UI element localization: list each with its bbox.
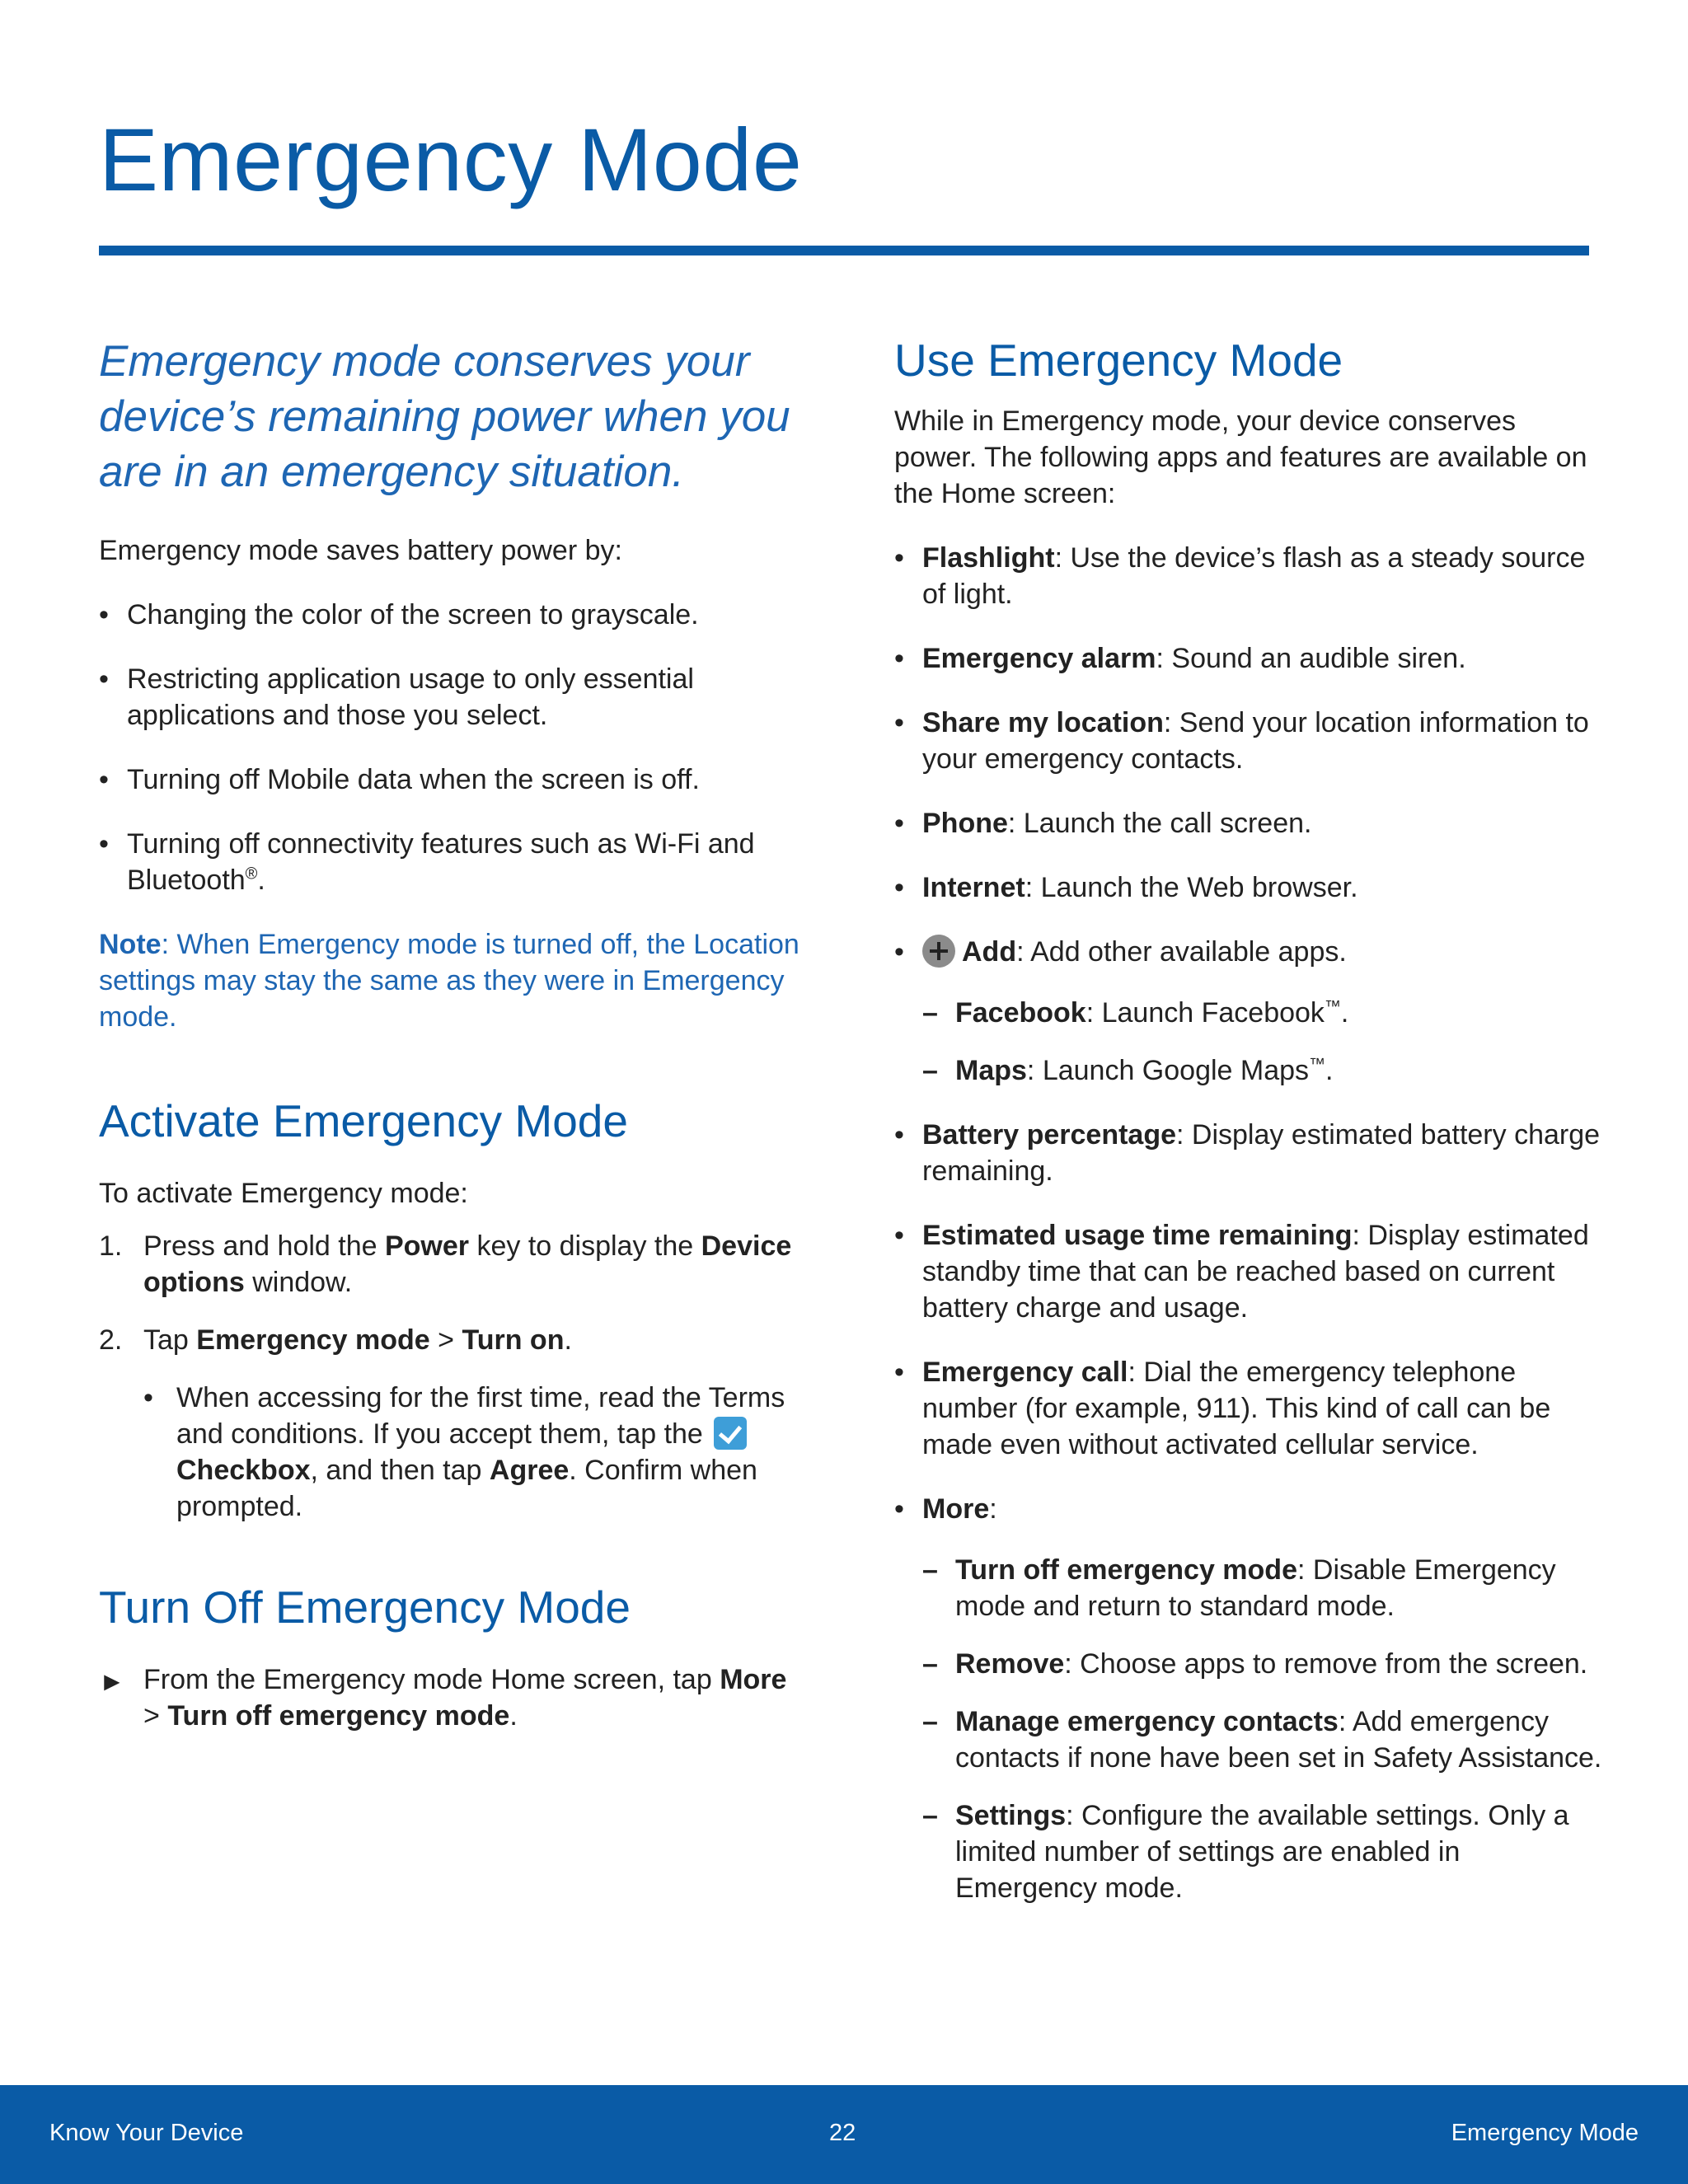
feature-text: : Send your location information to your emergency contacts. (922, 707, 1589, 775)
instruction-text: . (509, 1700, 518, 1732)
saves-lead: Emergency mode saves battery power by: (99, 535, 622, 566)
turnoff-instruction (99, 1661, 808, 1734)
add-sub-list (922, 995, 1603, 1089)
step-number: 1. (99, 1230, 123, 1262)
turn-off-label: Turn off emergency mode (167, 1700, 510, 1732)
arrow-icon: ► (99, 1666, 125, 1696)
list-item-period: . (257, 865, 265, 896)
power-key-label: Power (384, 1230, 470, 1262)
feature-item-share-location (894, 705, 1603, 777)
turnoff-heading: Turn Off Emergency Mode (99, 1582, 631, 1633)
note-text: : When Emergency mode is turned off, the Location settings may stay the same as they were in Emergency mode. (99, 929, 799, 1033)
add-plus-icon (922, 935, 955, 968)
feature-item-flashlight (894, 540, 1603, 612)
feature-item-internet (894, 869, 1603, 906)
feature-text: : (989, 1493, 997, 1525)
left-column (99, 334, 808, 1734)
feature-item-add (894, 934, 1603, 1089)
separator: > (429, 1324, 462, 1356)
footer-section-title: Know Your Device (49, 2120, 244, 2146)
more-sub-list (922, 1552, 1603, 1906)
feature-text: : Launch the call screen. (1007, 808, 1312, 839)
use-heading: Use Emergency Mode (894, 335, 1343, 386)
sub-text: . (1325, 1055, 1334, 1086)
sub-text: . Confirm when prompted. (176, 1455, 757, 1522)
feature-text: : Use the device’s flash as a steady source of light. (922, 542, 1586, 610)
feature-label: Phone (922, 808, 1008, 839)
feature-label: Emergency alarm (922, 643, 1156, 674)
feature-item-phone (894, 805, 1603, 841)
trademark-mark: ™ (1324, 997, 1341, 1016)
features-list (894, 540, 1603, 1906)
list-item (99, 826, 808, 898)
sub-item (143, 1380, 808, 1525)
feature-label: More (922, 1493, 990, 1525)
page-title: Emergency Mode (99, 110, 803, 209)
sub-label: Remove (955, 1648, 1065, 1680)
step-text: Tap (143, 1324, 197, 1356)
intro-text: Emergency mode conserves your device’s remaining power when you are in an emergency situation. (99, 337, 790, 496)
feature-text: : Display estimated standby time that can be reached based on current battery charge and usage. (922, 1220, 1589, 1324)
list-item: • Restricting application usage to only essential applications and those you select. (99, 661, 808, 733)
feature-text: : Dial the emergency telephone number (for example, 911). This kind of call can be made even without activated cellular service. (922, 1357, 1551, 1460)
sub-label: Settings (955, 1800, 1067, 1831)
title-rule (99, 246, 1589, 255)
sub-item-settings (922, 1797, 1603, 1906)
device-options-label: Device options (143, 1230, 792, 1298)
agree-label: Agree (489, 1455, 570, 1486)
sub-item-maps (922, 1052, 1603, 1089)
sub-label: Turn off emergency mode (955, 1554, 1297, 1586)
activate-heading: Activate Emergency Mode (99, 1095, 628, 1146)
right-column (894, 334, 1603, 1934)
emergency-mode-label: Emergency mode (196, 1324, 430, 1356)
sub-text: : Add emergency contacts if none have been set in Safety Assistance. (955, 1706, 1602, 1774)
sub-item-turn-off (922, 1552, 1603, 1624)
step-text: . (564, 1324, 572, 1356)
sub-item-facebook (922, 995, 1603, 1031)
turn-on-label: Turn on (462, 1324, 565, 1356)
sub-text: , and then tap (310, 1455, 490, 1486)
list-item: • Changing the color of the screen to grayscale. (99, 597, 808, 633)
feature-label: Share my location (922, 707, 1164, 738)
checkbox-icon (714, 1417, 747, 1450)
step-2-sub (143, 1380, 808, 1525)
step-text: window. (244, 1267, 353, 1298)
sub-label: Facebook (955, 997, 1086, 1029)
list-item-text: Turning off connectivity features such as Wi-Fi and Bluetooth (127, 828, 755, 896)
sub-text: When accessing for the first time, read the Terms and conditions. If you accept them, tap the (176, 1382, 785, 1450)
feature-label: Add (962, 936, 1017, 968)
feature-label: Internet (922, 872, 1025, 903)
feature-item-more (894, 1491, 1603, 1906)
sub-text: : Configure the available settings. Only a limited number of settings are enabled in Emergency mode. (955, 1800, 1569, 1904)
feature-item-emergency-call (894, 1354, 1603, 1463)
instruction-text: From the Emergency mode Home screen, tap (143, 1664, 720, 1695)
feature-label: Flashlight (922, 542, 1055, 574)
feature-item-usage-time (894, 1217, 1603, 1326)
registered-mark: ® (245, 865, 258, 883)
checkbox-label: Checkbox (176, 1455, 311, 1486)
trademark-mark: ™ (1309, 1055, 1326, 1074)
sub-text: : Launch Facebook (1085, 997, 1325, 1029)
feature-label: Emergency call (922, 1357, 1128, 1388)
step-text: key to display the (469, 1230, 701, 1262)
note-label: Note (99, 929, 162, 960)
sub-item-manage-contacts (922, 1704, 1603, 1776)
separator: > (143, 1700, 168, 1732)
sub-item-remove (922, 1646, 1603, 1682)
activate-steps (99, 1228, 808, 1525)
feature-item-battery-percentage (894, 1117, 1603, 1189)
feature-label: Estimated usage time remaining (922, 1220, 1353, 1251)
footer-page-number: 22 (829, 2120, 856, 2146)
feature-text: : Launch the Web browser. (1025, 872, 1358, 903)
list-item: • Turning off Mobile data when the screen is off. (99, 762, 808, 798)
sub-text: . (1340, 997, 1349, 1029)
feature-text: : Add other available apps. (1016, 936, 1347, 968)
step-1 (99, 1228, 808, 1301)
sub-label: Manage emergency contacts (955, 1706, 1339, 1737)
more-label: More (720, 1664, 787, 1695)
page-footer (0, 2085, 1688, 2184)
feature-label: Battery percentage (922, 1119, 1177, 1151)
feature-text: : Sound an audible siren. (1156, 643, 1466, 674)
footer-chapter-title: Emergency Mode (1451, 2120, 1639, 2146)
step-text: Press and hold the (143, 1230, 385, 1262)
step-number: 2. (99, 1324, 123, 1356)
activate-lead: To activate Emergency mode: (99, 1178, 468, 1209)
sub-text: : Choose apps to remove from the screen. (1064, 1648, 1588, 1680)
sub-label: Maps (955, 1055, 1027, 1086)
note (99, 926, 808, 1035)
saves-list (99, 597, 808, 898)
use-lead: While in Emergency mode, your device conserves power. The following apps and features are available on the Home screen: (894, 405, 1587, 509)
feature-text: : Display estimated battery charge remaining. (922, 1119, 1601, 1187)
feature-item-emergency-alarm (894, 640, 1603, 677)
sub-text: : Disable Emergency mode and return to standard mode. (955, 1554, 1556, 1622)
step-2 (99, 1322, 808, 1525)
sub-text: : Launch Google Maps (1026, 1055, 1310, 1086)
